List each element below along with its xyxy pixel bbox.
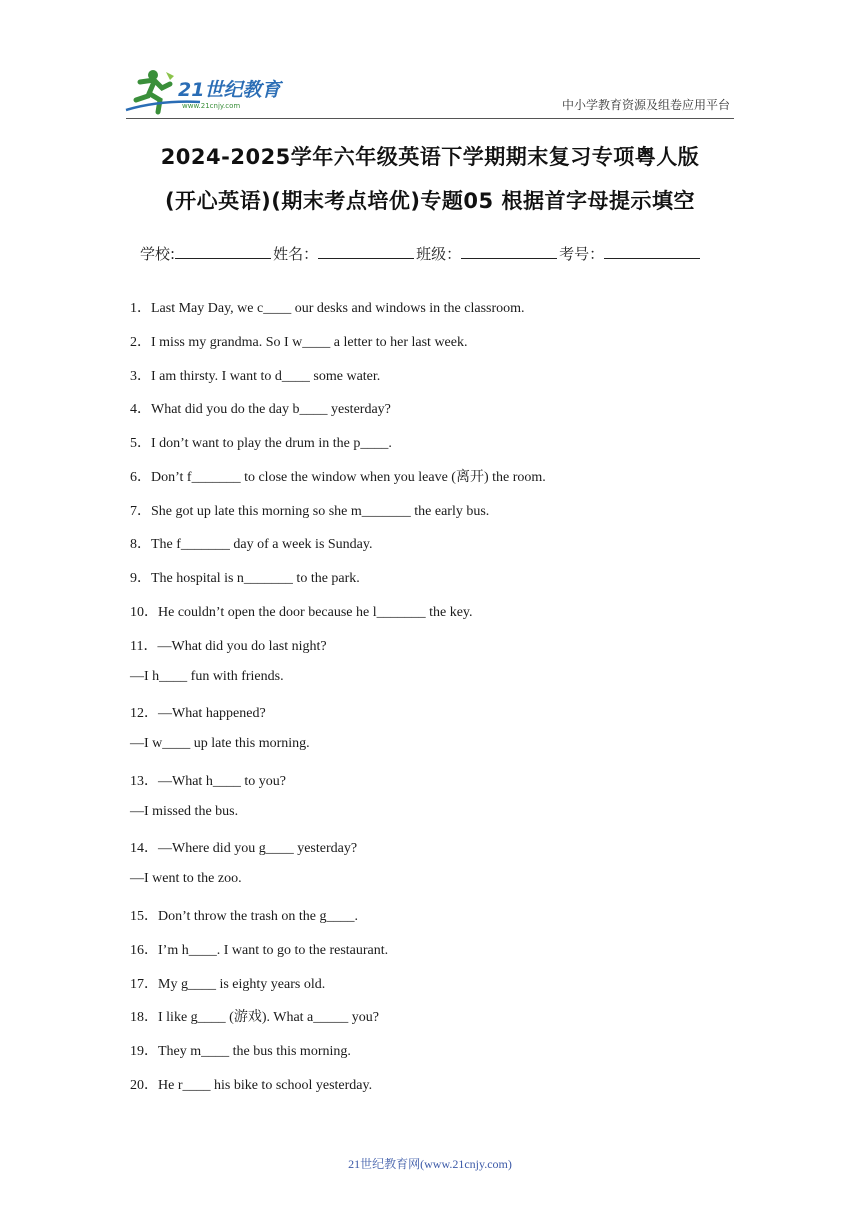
question-item: 17．My g____ is eighty years old. bbox=[130, 977, 326, 992]
question-item: 8．The f_______ day of a week is Sunday. bbox=[130, 537, 373, 552]
class-label: 班级： bbox=[416, 245, 462, 263]
question-item: 18．I like g____ (游戏). What a_____ you? bbox=[130, 1010, 379, 1025]
school-label: 学校: bbox=[140, 245, 176, 263]
platform-label: 中小学教育资源及组卷应用平台 bbox=[561, 98, 730, 112]
question-item: 15．Don’t throw the trash on the g____. bbox=[130, 909, 358, 924]
logo-text: 21世纪教育 bbox=[178, 79, 281, 101]
page-footer[interactable]: 21世纪教育网(www.21cnjy.com) bbox=[348, 1157, 512, 1171]
question-item: 3．I am thirsty. I want to d____ some water. bbox=[130, 369, 381, 384]
name-field[interactable] bbox=[318, 242, 414, 259]
page-header bbox=[0, 0, 860, 130]
question-item: 20．He r____ his bike to school yesterday. bbox=[130, 1078, 373, 1093]
question-item: 1．Last May Day, we c____ our desks and windows in the classroom. bbox=[130, 301, 525, 316]
page-title-line2: (开心英语)(期末考点培优)专题05 根据首字母提示填空 bbox=[165, 189, 695, 213]
header-divider bbox=[126, 118, 734, 119]
question-item: 13．—What h____ to you? bbox=[130, 774, 286, 789]
question-item: 10．He couldn’t open the door because he l_______ the key. bbox=[130, 605, 473, 620]
question-item: 12．—What happened? bbox=[130, 706, 266, 721]
name-label: 姓名： bbox=[273, 245, 319, 263]
page-title-line1: 2024-2025学年六年级英语下学期期末复习专项粤人版 bbox=[160, 145, 700, 169]
question-item: 2．I miss my grandma. So I w____ a letter to her last week. bbox=[130, 335, 468, 350]
question-item: 6．Don’t f_______ to close the window when you leave (离开) the room. bbox=[130, 470, 546, 485]
question-item: 14．—Where did you g____ yesterday? bbox=[130, 841, 358, 856]
question-item: 11．—What did you do last night? bbox=[130, 639, 327, 654]
answer-line: —I w____ up late this morning. bbox=[130, 736, 310, 751]
number-field[interactable] bbox=[604, 242, 700, 259]
class-field[interactable] bbox=[461, 242, 557, 259]
school-field[interactable] bbox=[175, 242, 271, 259]
answer-line: —I went to the zoo. bbox=[130, 871, 242, 886]
question-item: 4．What did you do the day b____ yesterday? bbox=[130, 402, 391, 417]
logo bbox=[120, 66, 290, 116]
question-item: 9．The hospital is n_______ to the park. bbox=[130, 571, 360, 586]
question-item: 7．She got up late this morning so she m_______ the early bus. bbox=[130, 504, 490, 519]
question-item: 5．I don’t want to play the drum in the p____. bbox=[130, 436, 392, 451]
question-item: 19．They m____ the bus this morning. bbox=[130, 1044, 351, 1059]
logo-url: www.21cnjy.com bbox=[182, 102, 241, 110]
answer-line: —I missed the bus. bbox=[130, 804, 239, 819]
number-label: 考号： bbox=[559, 245, 605, 263]
question-item: 16．I’m h____. I want to go to the restaurant. bbox=[130, 943, 389, 958]
answer-line: —I h____ fun with friends. bbox=[130, 669, 284, 684]
student-info bbox=[140, 242, 702, 264]
